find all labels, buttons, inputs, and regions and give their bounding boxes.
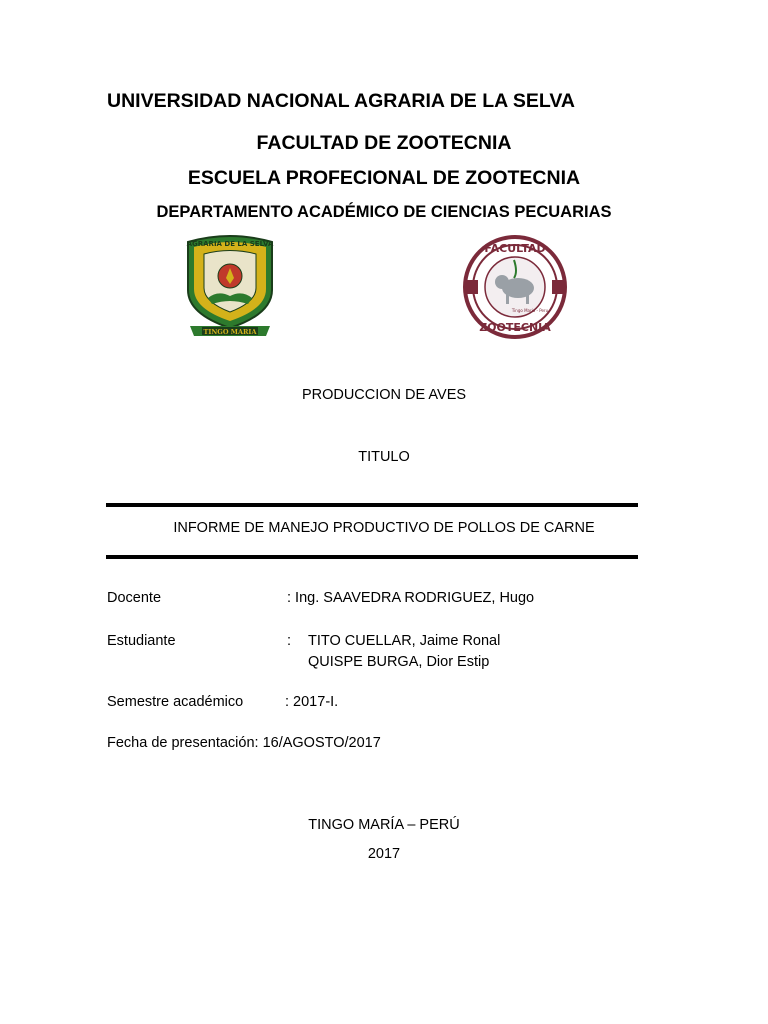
department-name: DEPARTAMENTO ACADÉMICO DE CIENCIAS PECUARIAS [156,203,612,221]
seal-ribbon-text: TINGO MARIA [203,328,257,336]
report-title: INFORME DE MANEJO PRODUCTIVO DE POLLOS DE CARNE [173,520,595,536]
estudiante-1: TITO CUELLAR, Jaime Ronal [308,633,501,649]
school-name: ESCUELA PROFECIONAL DE ZOOTECNIA [187,167,581,189]
fecha-line: Fecha de presentación: 16/AGOSTO/2017 [107,735,381,751]
faculty-seal-top-text: FACULTAD [484,242,546,255]
estudiante-2: QUISPE BURGA, Dior Estip [308,654,490,670]
faculty-seal-place-text: Tingo Maria - Peru [511,308,549,313]
estudiante-label: Estudiante [107,633,176,649]
bottom-rule [106,555,638,559]
faculty-seal-logo [460,232,570,340]
faculty-name: FACULTAD DE ZOOTECNIA [256,132,512,154]
docente-value: : Ing. SAAVEDRA RODRIGUEZ, Hugo [287,590,535,606]
estudiante-colon: : [287,633,292,649]
footer-place: TINGO MARÍA – PERÚ [308,817,460,833]
faculty-seal-bottom-text: ZOOTECNIA [479,321,551,334]
footer-year: 2017 [367,846,401,862]
top-rule [106,503,638,507]
semestre-label: Semestre académico [107,694,244,710]
seal-arc-text: AGRARIA DE LA SELVA [186,240,274,248]
title-label: TITULO [358,449,410,465]
university-seal-logo [180,232,280,340]
university-name: UNIVERSIDAD NACIONAL AGRARIA DE LA SELVA [107,90,576,112]
semestre-value: : 2017-I. [285,694,339,710]
course-name: PRODUCCION DE AVES [301,387,467,403]
docente-label: Docente [107,590,162,606]
